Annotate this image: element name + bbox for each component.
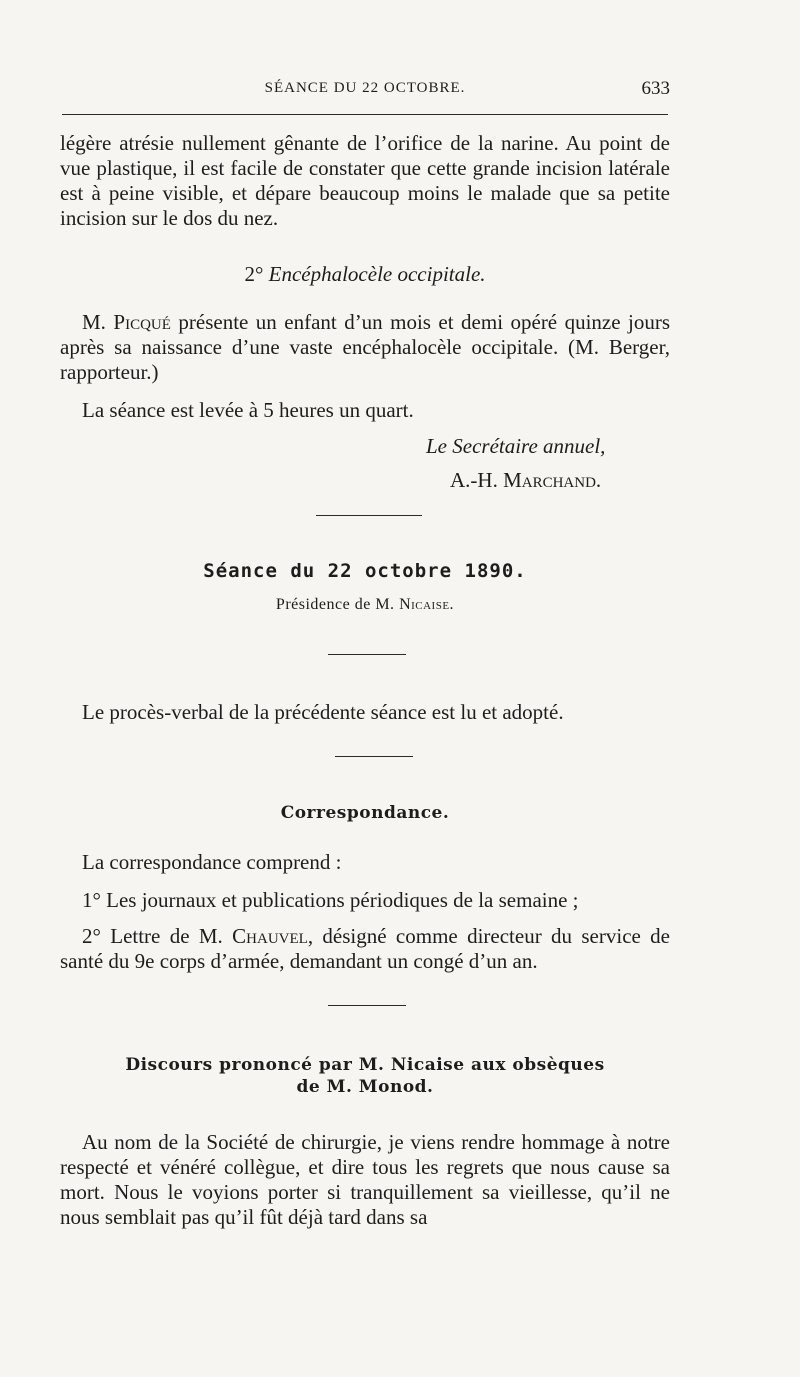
picque-prefix: M. [82, 310, 106, 334]
paragraph-picque [60, 310, 670, 385]
separator-rule [328, 1005, 406, 1006]
page-number: 633 [641, 78, 670, 99]
separator-rule [316, 515, 422, 516]
correspondance-intro: La correspondance comprend : [82, 850, 342, 874]
signature-surname: Marchand. [503, 468, 602, 492]
paragraph-levee: La séance est levée à 5 heures un quart. [82, 398, 414, 422]
picque-name: Picqué [113, 310, 171, 334]
header-rule [62, 114, 668, 115]
signature-role-text: Le Secrétaire annuel, [426, 434, 606, 458]
presidence-prefix: Présidence de M. [275, 596, 395, 613]
item2-name: Chauvel, [232, 924, 314, 948]
session-presidence [60, 596, 670, 614]
subheading-title: Encéphalocèle occipitale. [268, 262, 486, 286]
running-head [60, 80, 670, 104]
signature-role [426, 434, 605, 459]
running-title: SÉANCE DU 22 OCTOBRE. [264, 80, 466, 96]
item2-text: désigné comme directeur du service de santé du 9e corps d’armée, demandant un congé d’un an. [60, 924, 670, 973]
correspondance-item-2 [60, 924, 670, 974]
discours-heading [60, 1054, 670, 1098]
picque-text: présente un enfant d’un mois et demi opéré quinze jours après sa naissance d’une vaste encéphalocèle occipitale. (M. Berger, rapporteur.) [60, 310, 671, 384]
signature-initials: A.-H. [450, 468, 498, 492]
item2-prefix: 2° Lettre de M. [82, 924, 223, 948]
presidence-name: Nicaise. [399, 596, 455, 613]
separator-rule [335, 756, 413, 757]
subheading-encephalocele [60, 262, 670, 287]
correspondance-item-1: 1° Les journaux et publications périodiques de la semaine ; [82, 888, 579, 912]
session-title: Séance du 22 octobre 1890. [203, 560, 527, 582]
paragraph-proces-verbal: Le procès-verbal de la précédente séance est lu et adopté. [82, 700, 564, 724]
correspondance-heading: Correspondance. [280, 803, 450, 823]
subheading-number: 2° [244, 262, 264, 286]
discours-heading-line-2: de M. Monod. [296, 1077, 434, 1097]
paragraph-intro: légère atrésie nullement gênante de l’orifice de la narine. Au point de vue plastique, il est facile de constater que cette grande incision latérale est à peine visible, et dépare beaucoup moins le malade que sa petite incision sur le dos du nez. [60, 131, 670, 230]
discours-heading-line-1: Discours prononcé par M. Nicaise aux obsèques [125, 1055, 605, 1075]
separator-rule [328, 654, 406, 655]
paragraph-discours: Au nom de la Société de chirurgie, je viens rendre hommage à notre respecté et vénéré collègue, et dire tous les regrets que nous cause sa mort. Nous le voyions porter si tranquillement sa vieillesse, qu’il ne nous semblait pas qu’il fût déjà tard dans sa [60, 1130, 670, 1229]
signature-name [450, 468, 601, 493]
